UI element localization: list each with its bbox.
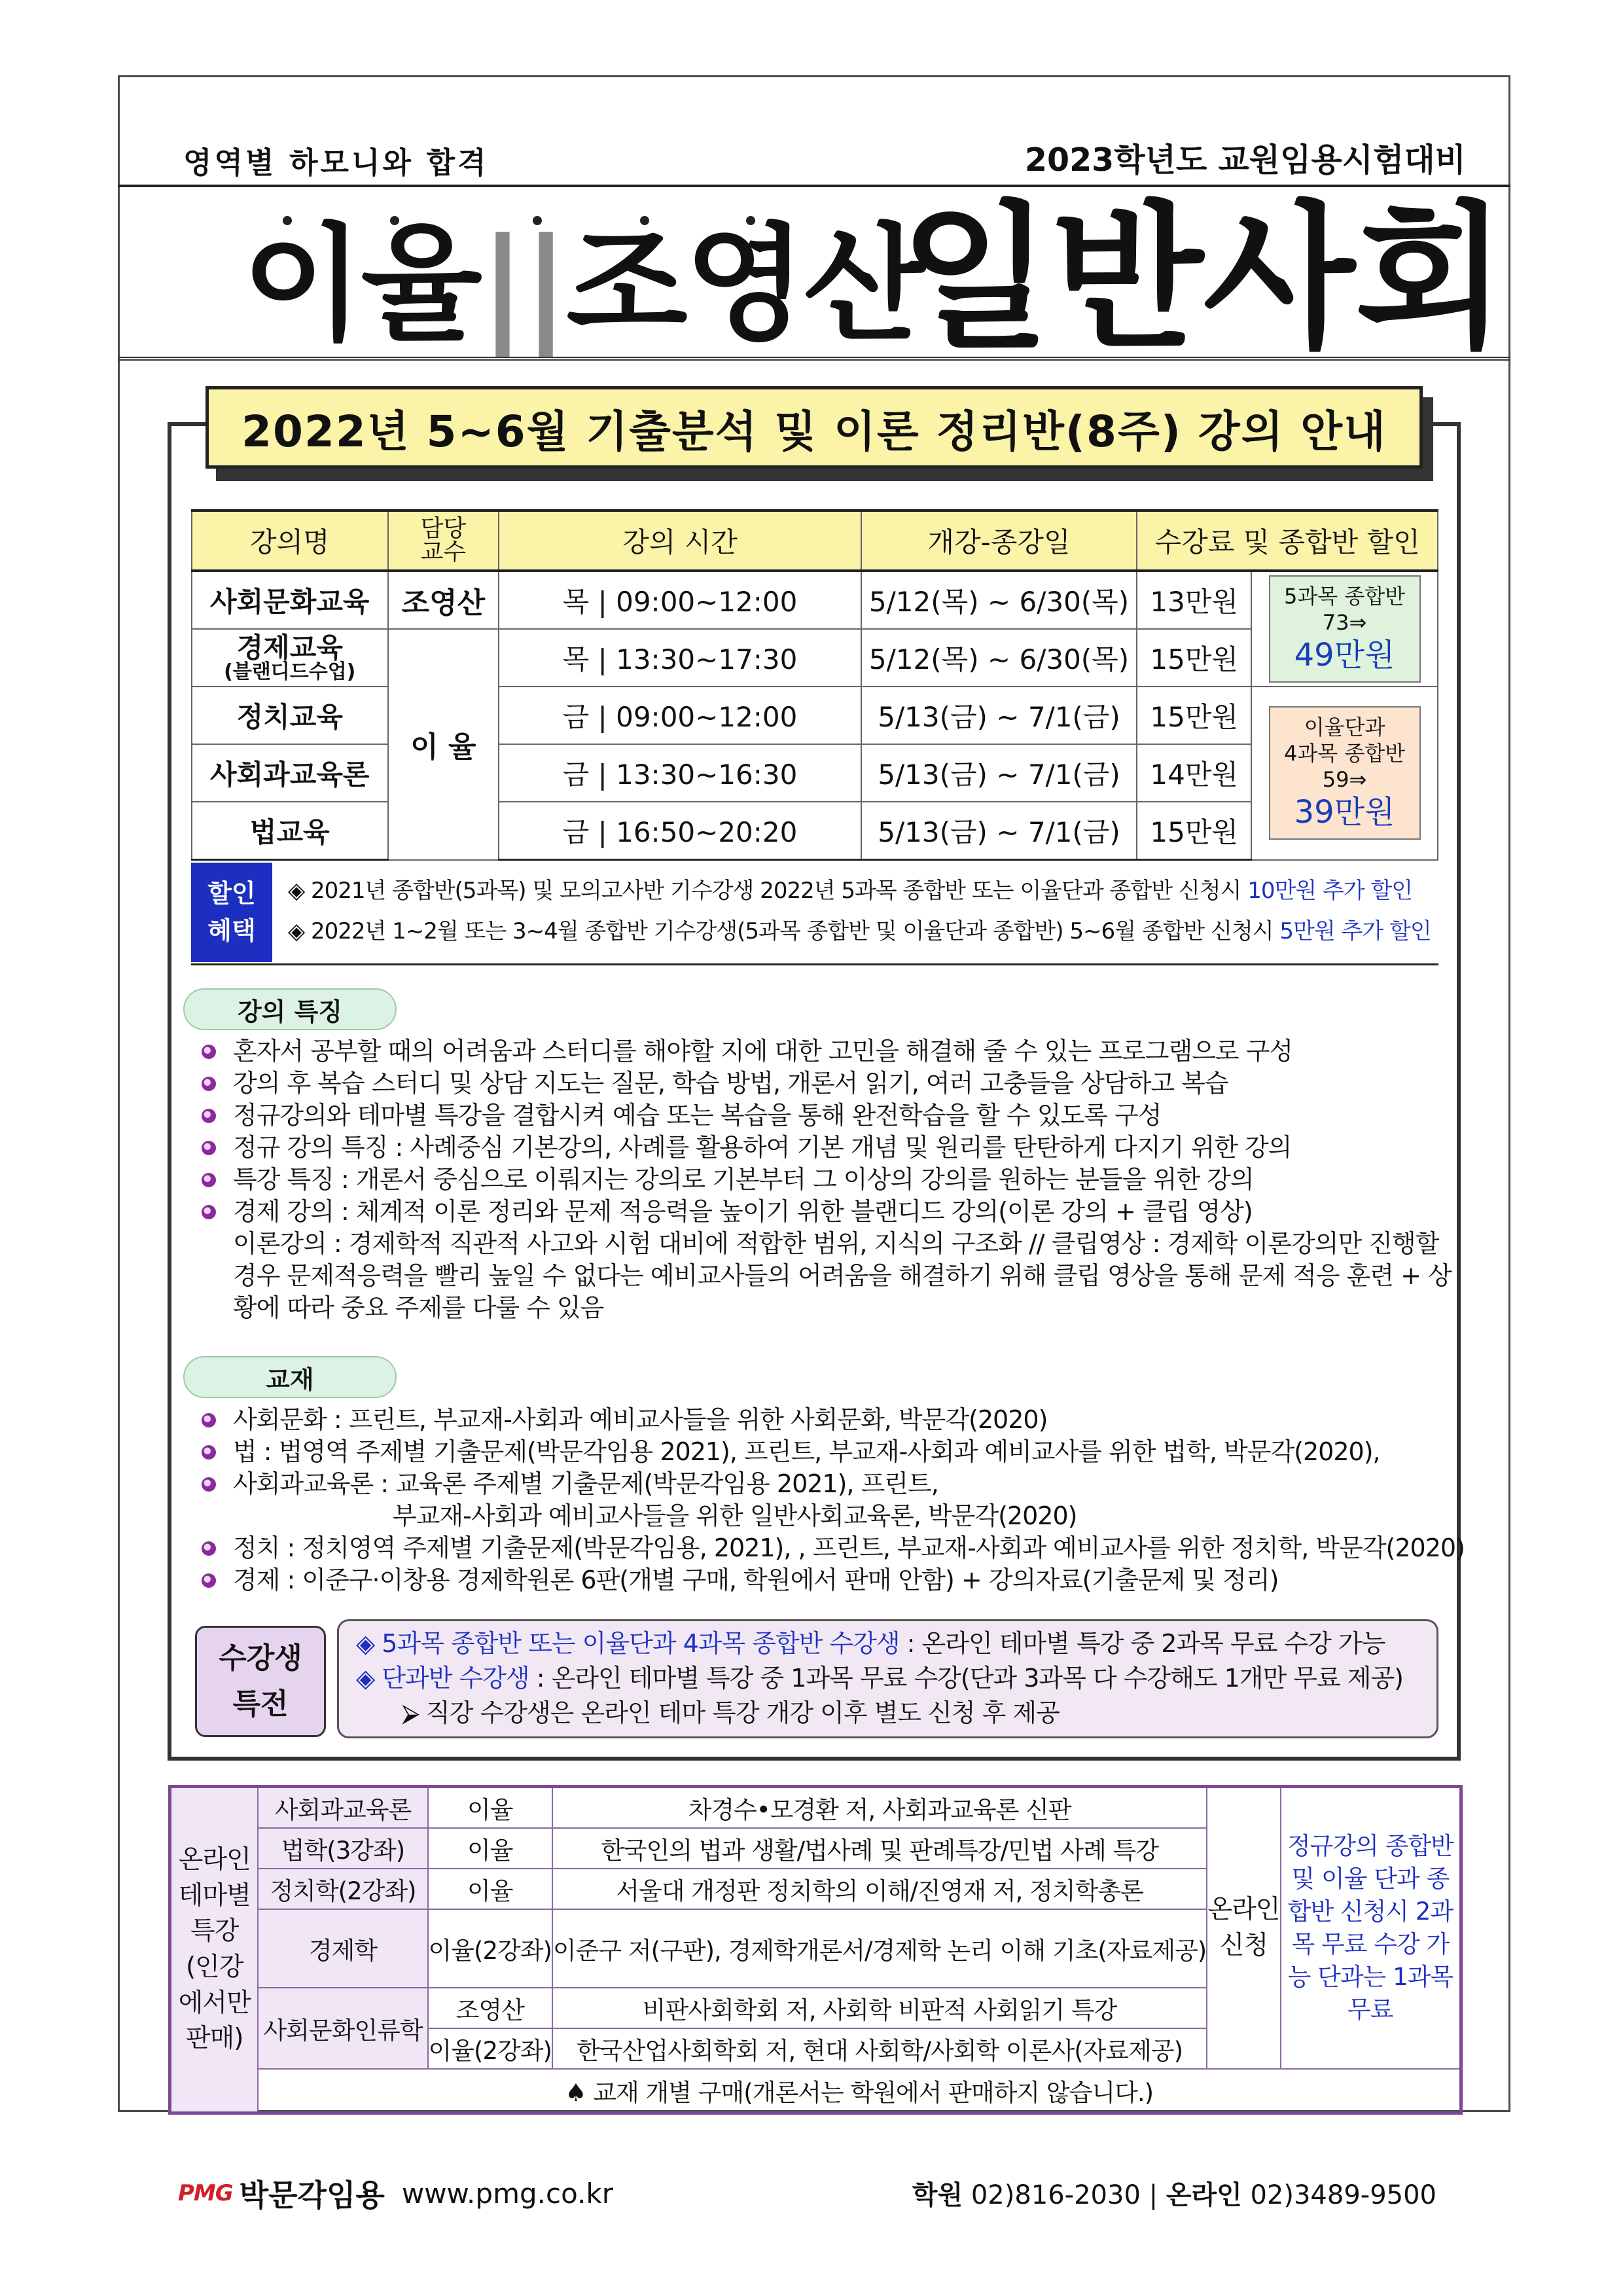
course-subtitle: (블랜디드수업) [224, 660, 356, 684]
course-name: 법교육 [192, 802, 388, 860]
online-subject: 사회문화인류학 [258, 1988, 427, 2069]
header-professor: 담당 교수 [388, 511, 499, 571]
online-apply: 온라인 신청 [1207, 1787, 1280, 2070]
course-time: 금 | 13:30~16:30 [499, 744, 861, 802]
list-item-continued: 이론강의 : 경제학적 직관적 사고와 시험 대비에 적합한 범위, 지식의 구조화 // 클립영상 : 경제학 이론강의만 진행할 [233, 1229, 1439, 1258]
course-dates: 5/13(금) ~ 7/1(금) [861, 687, 1137, 744]
online-description: 비판사회학회 저, 사회학 비판적 사회읽기 특강 [552, 1988, 1207, 2028]
professor-name: 조영산 [388, 571, 499, 629]
perk-line: ⮚ 직강 수강생은 온라인 테마 특강 개강 이후 별도 신청 후 제공 [402, 1698, 1060, 1727]
perk-text: : 온라인 테마별 특강 중 1과목 무료 수강(단과 3과목 다 수강해도 1개만 무료 제공) [529, 1664, 1403, 1693]
package-5-label: 5과목 종합반 [1283, 584, 1406, 609]
books-list [196, 1404, 1465, 1596]
online-professor: 이율 [428, 1869, 552, 1909]
list-item: 정규강의와 테마별 특강을 결합시켜 예습 또는 복습을 통해 완전학습을 할 수 있도록 구성 [196, 1100, 1453, 1132]
online-description: 한국산업사회학회 저, 현대 사회학/사회학 이론사(자료제공) [552, 2028, 1207, 2069]
table-row [170, 2069, 1461, 2113]
course-name-text: 경제교육 [236, 631, 343, 664]
table-row [192, 571, 1438, 629]
list-item-continued: 경우 문제적응력을 빨리 높일 수 없다는 예비교사들의 어려움을 해결하기 위해 클립 영상을 통해 문제 적응 훈련 + 상 [233, 1261, 1452, 1290]
website-link[interactable]: www.pmg.co.kr [401, 2177, 613, 2210]
online-phone: 02)3489-9500 [1250, 2180, 1436, 2210]
course-fee: 15만원 [1137, 802, 1251, 860]
list-item: 법 : 법영역 주제별 기출문제(박문각임용 2021), 프린트, 부교재-사회과 예비교사를 위한 법학, 박문각(2020), [196, 1436, 1453, 1468]
instructor-names [242, 212, 923, 358]
discount-tag-line1: 할인 [207, 879, 256, 908]
list-item: 혼자서 공부할 때의 어려움과 스터디를 해야할 지에 대한 고민을 해결해 줄 수 있는 프로그램으로 구성 [196, 1035, 1453, 1067]
course-dates: 5/13(금) ~ 7/1(금) [861, 802, 1137, 860]
course-banner: 2022년 5~6월 기출분석 및 이론 정리반(8주) 강의 안내 [205, 386, 1423, 469]
online-subject: 정치학(2강좌) [258, 1869, 427, 1909]
course-fee: 14만원 [1137, 744, 1251, 802]
course-dates: 5/13(금) ~ 7/1(금) [861, 744, 1137, 802]
academy-phone: 02)816-2030 [971, 2180, 1141, 2210]
discount-line [288, 870, 1431, 911]
package-4-price: 39만원 [1294, 794, 1395, 831]
separator: | [1149, 2180, 1166, 2210]
brand-name: 박문각임용 [239, 2178, 385, 2213]
package-4-label: 이율단과 [1304, 715, 1385, 740]
online-professor: 이율 [428, 1787, 552, 1829]
perk-text: : 온라인 테마별 특강 중 2과목 무료 수강 가능 [899, 1629, 1385, 1658]
academy-label: 학원 [912, 2180, 963, 2210]
table-row [192, 687, 1438, 744]
online-label: 온라인 테마별 특강 (인강 에서만 판매) [170, 1787, 259, 2113]
instructor-1: 이율 [242, 212, 480, 358]
package-5-price: 49만원 [1294, 637, 1395, 673]
discount-text: ◈ 2021년 종합반(5과목) 및 모의고사반 기수강생 2022년 5과목 종합반 또는 이율단과 종합반 신청시 [288, 878, 1248, 904]
header-dates: 개강-종강일 [861, 511, 1137, 571]
list-item: 사회과교육론 : 교육론 주제별 기출문제(박문각임용 2021), 프린트, [196, 1468, 1453, 1500]
list-item: 사회문화 : 프린트, 부교재-사회과 예비교사들을 위한 사회문화, 박문각(2020) [196, 1404, 1453, 1436]
perks-tag [195, 1626, 326, 1737]
online-description: 차경수•모경환 저, 사회과교육론 신판 [552, 1787, 1207, 1829]
instructor-2: 조영산 [566, 212, 923, 358]
footer-contacts [912, 2174, 1436, 2212]
online-note: 정규강의 종합반 및 이율 단과 종합반 신청시 2과목 무료 수강 가능 단과는 1과목 무료 [1281, 1787, 1461, 2070]
online-professor: 이율 [428, 1828, 552, 1869]
exam-year-label: 2023학년도 교원임용시험대비 [1024, 141, 1466, 179]
divider [191, 963, 1438, 965]
course-name: 정치교육 [192, 687, 388, 744]
features-heading: 강의 특징 [183, 988, 397, 1030]
course-fee: 13만원 [1137, 571, 1251, 629]
header-fee: 수강료 및 종합반 할인 [1137, 511, 1438, 571]
header-course-name: 강의명 [192, 511, 388, 571]
package-4-cell [1251, 687, 1438, 860]
online-professor: 이율(2강좌) [428, 1909, 552, 1988]
perks-tag-line1: 수강생 [219, 1641, 302, 1675]
online-footnote: ♠ 교재 개별 구매(개론서는 학원에서 판매하지 않습니다.) [258, 2069, 1461, 2113]
discount-text: ◈ 2022년 1~2월 또는 3~4월 종합반 기수강생(5과목 종합반 및 이율단과 종합반) 5~6월 종합반 신청시 [288, 918, 1280, 944]
course-time: 목 | 09:00~12:00 [499, 571, 861, 629]
package-5-original: 73⇒ [1322, 610, 1367, 635]
perk-line [356, 1661, 1436, 1696]
online-description: 이준구 저(구판), 경제학개론서/경제학 논리 이해 기초(자료제공) [552, 1909, 1207, 1988]
professor-name: 이 율 [388, 629, 499, 860]
divider [118, 357, 1510, 361]
discount-details [288, 870, 1431, 952]
online-subject: 법학(3강좌) [258, 1828, 427, 1869]
package-4-box [1269, 706, 1421, 840]
package-5-cell [1251, 571, 1438, 687]
perks-tag-line2: 특전 [232, 1687, 289, 1721]
list-item-continued: 황에 따라 중요 주제를 다룰 수 있음 [233, 1293, 604, 1322]
online-subject: 경제학 [258, 1909, 427, 1988]
discount-tag-line2: 혜택 [207, 916, 256, 945]
perks-box [337, 1619, 1438, 1738]
course-name [192, 629, 388, 687]
course-name: 사회과교육론 [192, 744, 388, 802]
course-fee: 15만원 [1137, 629, 1251, 687]
online-label: 온라인 [1166, 2180, 1242, 2210]
discount-amount: 10만원 추가 할인 [1247, 878, 1413, 904]
perk-target: ◈ 5과목 종합반 또는 이율단과 4과목 종합반 수강생 [356, 1629, 900, 1658]
list-item: 특강 특징 : 개론서 중심으로 이뤄지는 강의로 기본부터 그 이상의 강의를 원하는 분들을 위한 강의 [196, 1164, 1453, 1196]
course-dates: 5/12(목) ~ 6/30(목) [861, 571, 1137, 629]
list-item: 정규 강의 특징 : 사례중심 기본강의, 사례를 활용하여 기본 개념 및 원리를 탄탄하게 다지기 위한 강의 [196, 1132, 1453, 1164]
course-name: 사회문화교육 [192, 571, 388, 629]
course-table-header [192, 511, 1438, 571]
pmg-logo: PMG [178, 2180, 233, 2206]
footer-brand [178, 2172, 613, 2215]
list-item-continued: 부교재-사회과 예비교사들을 위한 일반사회교육론, 박문각(2020) [393, 1501, 1077, 1530]
course-fee: 15만원 [1137, 687, 1251, 744]
discount-amount: 5만원 추가 할인 [1279, 918, 1431, 944]
subject-title: 일반사회 [900, 187, 1507, 370]
package-4-original: 59⇒ [1322, 767, 1367, 793]
perk-line [356, 1626, 1436, 1661]
discount-line [288, 911, 1431, 952]
online-lectures-table [168, 1785, 1463, 2115]
online-professor: 조영산 [428, 1988, 552, 2028]
list-item: 경제 : 이준구·이창용 경제학원론 6판(개별 구매, 학원에서 판매 안함) + 강의자료(기출문제 및 정리) [196, 1564, 1453, 1596]
title-separator: || [479, 212, 567, 358]
course-table [191, 509, 1438, 861]
course-time: 금 | 16:50~20:20 [499, 802, 861, 860]
course-time: 목 | 13:30~17:30 [499, 629, 861, 687]
header-time: 강의 시간 [499, 511, 861, 571]
features-list [196, 1035, 1453, 1324]
list-item: 정치 : 정치영역 주제별 기출문제(박문각임용, 2021), , 프린트, 부교재-사회과 예비교사를 위한 정치학, 박문각(2020) [196, 1532, 1453, 1564]
table-row [192, 802, 1438, 860]
books-heading: 교재 [183, 1356, 397, 1398]
table-row [170, 1787, 1461, 1829]
package-4-label-2: 4과목 종합반 [1283, 741, 1406, 766]
course-dates: 5/12(목) ~ 6/30(목) [861, 629, 1137, 687]
list-item: 강의 후 복습 스터디 및 상담 지도는 질문, 학습 방법, 개론서 읽기, 여러 고충들을 상담하고 복습 [196, 1067, 1453, 1100]
perk-target: ◈ 단과반 수강생 [356, 1664, 529, 1693]
course-time: 금 | 09:00~12:00 [499, 687, 861, 744]
online-subject: 사회과교육론 [258, 1787, 427, 1829]
table-row [192, 744, 1438, 802]
online-professor: 이율(2강좌) [428, 2028, 552, 2069]
online-description: 서울대 개정판 정치학의 이해/진영재 저, 정치학총론 [552, 1869, 1207, 1909]
list-item: 경제 강의 : 체계적 이론 정리와 문제 적응력을 높이기 위한 블랜디드 강의(이론 강의 + 클립 영상) [196, 1196, 1453, 1228]
tagline: 영역별 하모니와 합격 [183, 145, 489, 180]
discount-tag [191, 863, 272, 962]
online-description: 한국인의 법과 생활/법사례 및 판례특강/민법 사례 특강 [552, 1828, 1207, 1869]
package-5-box [1269, 575, 1421, 683]
table-row [192, 629, 1438, 687]
